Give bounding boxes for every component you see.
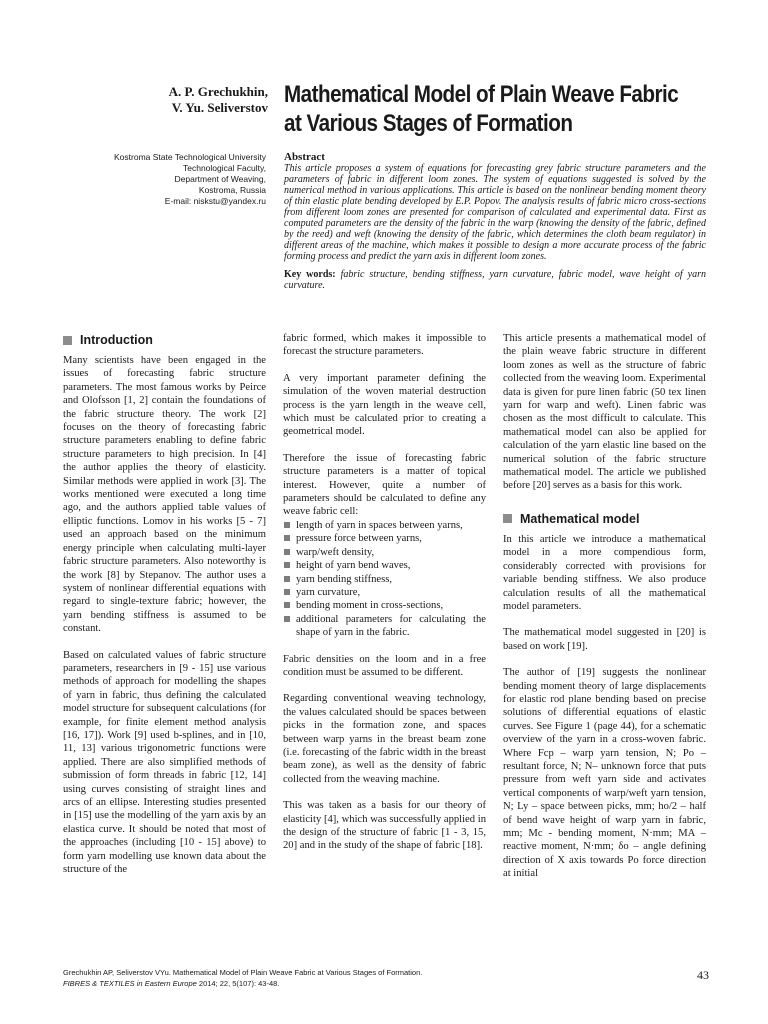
paragraph: The author of [19] suggests the nonlinear bending moment theory of large displacements for elastic rod plane bending based on precise solutions of differential equations of elastic curves. See Figure 1 (page 44), for a schematic overview of the yarn in a cross-woven fabric. Where Fcp – warp yarn tension, N; Po – resultant force, N; N– unknown force that puts pressure from weft yarn side and activates vertical components of warp/weft yarn tension, N; Ly – space between picks, mm; ho/2 – half of bend wave height of warp yarn in fabric, mm; Mc - bending moment, N·mm; MA – reactive moment, N·mm; δo – angle defining direction of X axis towards Po force direction at initial [503, 667, 706, 880]
column-2 [283, 332, 486, 866]
author-block [100, 84, 268, 116]
list-item [283, 519, 486, 532]
paragraph: fabric formed, which makes it impossible to forecast the structure parameters. [283, 333, 486, 358]
bullet-square-icon [284, 576, 290, 582]
section-square-icon [503, 514, 512, 523]
footer-line: Grechukhin AP, Seliverstov VYu. Mathematical Model of Plain Weave Fabric at Various Stages of Formation. [63, 968, 423, 977]
keywords-label: Key words: [284, 269, 336, 280]
section-heading-text: Introduction [80, 333, 153, 347]
paragraph: In this article we introduce a mathematical model in a more compendious form, considerably corrected with provisions for variable bending stiffness. We also produce calculation results of all the mathematical model parameters. [503, 533, 706, 612]
bullet-square-icon [284, 522, 290, 528]
section-heading-introduction [63, 332, 266, 348]
footer-journal-line [63, 978, 623, 989]
author-name: A. P. Grechukhin, [168, 84, 268, 99]
bullet-square-icon [284, 535, 290, 541]
paragraph: A very important parameter defining the simulation of the woven material destruction process is the yarn length in the weave cell, which must be calculated prior to creating a geometrical model. [283, 372, 486, 438]
affiliation-email[interactable]: E-mail: niskstu@yandex.ru [164, 196, 266, 206]
bullet-square-icon [284, 589, 290, 595]
list-item-text: yarn curvature, [296, 586, 361, 598]
list-item [283, 559, 486, 572]
affiliation-line: Kostroma, Russia [198, 185, 266, 195]
bullet-square-icon [284, 549, 290, 555]
title-line: at Various Stages of Formation [284, 110, 573, 137]
list-item [283, 586, 486, 599]
list-item-text: length of yarn in spaces between yarns, [296, 519, 463, 531]
journal-citation: 2014; 22, 5(107): 43-48. [196, 979, 280, 988]
affiliation-line: Department of Weaving, [174, 174, 266, 184]
bullet-square-icon [284, 562, 290, 568]
abstract-text: This article proposes a system of equations for forecasting grey fabric structure parameters and the parameters of fabric in different loom zones. The system of equations suggested is solved by the numerical method in various applications. This article is based on the nonlinear bending moment theory of thin elastic plate bending developed by E.P. Popov. The analysis results of fabric micro cross-sections from different loom zones are presented for comparison of calculated and experimental data. First as computed parameters are the density of the fabric in the warp (knowing the density of the fabric, defined by the reed) and weft (knowing the density of the fabric, which determines the cloth beam regulator) in different areas of the machine, which makes it possible to design a more accurate process of the fabric forming process and predict the yarn axis in different loom zones. [284, 163, 706, 262]
bullet-square-icon [284, 602, 290, 608]
journal-name: FIBRES & TEXTILES in Eastern Europe [63, 979, 197, 988]
keywords [284, 269, 706, 291]
list-item-text: pressure force between yarns, [296, 533, 422, 545]
paragraph: Based on calculated values of fabric structure parameters, researchers in [9 - 15] use various methods of approach for modelling the shapes of yarn in fabric, thus defining the calculated model structure for subsequent calculations (for example, for finite element method analysis [16, 17]). Work [9] used b-splines, and in [10, 11, 13] various trigonometric functions were applied. There are also simplified methods of submission of form threads in fabric [12, 14] using curves consisting of straight lines and arcs of an ellipse. Interesting studies presented in [15] use the modelling of the yarn axis by an elastica curve. It should be noted that most of the approaches (including [10 - 15] above) to form yarn modelling use known data about the structure of the [63, 649, 266, 876]
bullet-square-icon [284, 616, 290, 622]
paragraph: The mathematical model suggested in [20] is based on work [19]. [503, 627, 706, 652]
paragraph: Therefore the issue of forecasting fabric structure parameters is a matter of topical interest. However, quite a number of parameters should be calculated to define any weave fabric cell: [283, 452, 486, 518]
abstract-heading: Abstract [284, 151, 325, 163]
paragraph: Regarding conventional weaving technology, the values calculated should be spaces between picks in the formation zone, and spaces between warp yarns in the breast beam zone (i.e. forecasting of the fabric width in the breast beam zone), as well as the density of fabric collected from the weaving machine. [283, 693, 486, 785]
paragraph: Many scientists have been engaged in the issues of forecasting fabric structure parameters. The most famous works by Peirce and Olofsson [1, 2] contain the foundations of the fabric structure theory. The work [2] focuses on the theory of forecasting fabric structure parameters enabling to define fabric structure parameters to high precision. In [4] the author applies the theory of elasticity. Similar methods were applied in work [3]. The works mentioned were executed a long time ago, and the authors applied table values of elliptic functions. Lomov in his works [5 - 7] used an approach based on the minimum energy principle when calculating multi-layer fabric structure parameters. Also noteworthy is the work [8] by Stepanov. The author uses a system of nonlinear differential equations with regard to single-texture fabric; however, the yarn bending stiffness is assumed to be constant. [63, 355, 266, 635]
section-heading-mathematical-model [503, 511, 706, 527]
page-number: 43 [697, 968, 709, 982]
section-square-icon [63, 336, 72, 345]
parameter-list [283, 519, 486, 640]
keywords-text: fabric structure, bending stiffness, yarn curvature, fabric model, wave height of yarn curvature. [284, 269, 706, 291]
affiliation-line: Kostroma State Technological University [114, 152, 266, 162]
list-item [283, 532, 486, 545]
paragraph: This was taken as a basis for our theory of elasticity [4], which was successfully applied in the design of the structure of fabric [1 - 3, 15, 20] and in the study of the shape of fabric [18]. [283, 800, 486, 852]
title-line: Mathematical Model of Plain Weave Fabric [284, 81, 679, 108]
list-item-text: bending moment in cross-sections, [296, 600, 444, 612]
list-item-text: height of yarn bend waves, [296, 560, 411, 572]
affiliation-line: Technological Faculty, [183, 163, 266, 173]
list-item-text: warp/weft density, [296, 546, 375, 558]
list-item-text: yarn bending stiffness, [296, 573, 393, 585]
article-title [284, 80, 679, 138]
abstract-section [284, 151, 706, 291]
column-1 [63, 332, 266, 889]
column-3 [503, 332, 706, 894]
list-item [283, 573, 486, 586]
paragraph: This article presents a mathematical model of the plain weave fabric structure in different loom zones as well as the structure of fabric collected from the weaving loom. Experimental data is given for pure linen fabric (50 tex linen yarn for warp and weft). Linen fabric was chosen as the most difficult to calculate. This mathematical model can also be applied for calculation of the yarn elastic line based on the numerical solution of the fabric structure mathematical model. The article we published before [20] serves as a basis for this work. [503, 333, 706, 492]
footer-citation [63, 967, 623, 989]
paragraph: Fabric densities on the loom and in a free condition must be assumed to be different. [283, 653, 486, 678]
list-item [283, 599, 486, 612]
list-item-text: additional parameters for calculating the shape of yarn in the fabric. [296, 613, 486, 639]
list-item [283, 613, 486, 640]
affiliation [80, 152, 266, 207]
section-heading-text: Mathematical model [520, 511, 640, 526]
list-item [283, 546, 486, 559]
author-name: V. Yu. Seliverstov [171, 100, 268, 115]
